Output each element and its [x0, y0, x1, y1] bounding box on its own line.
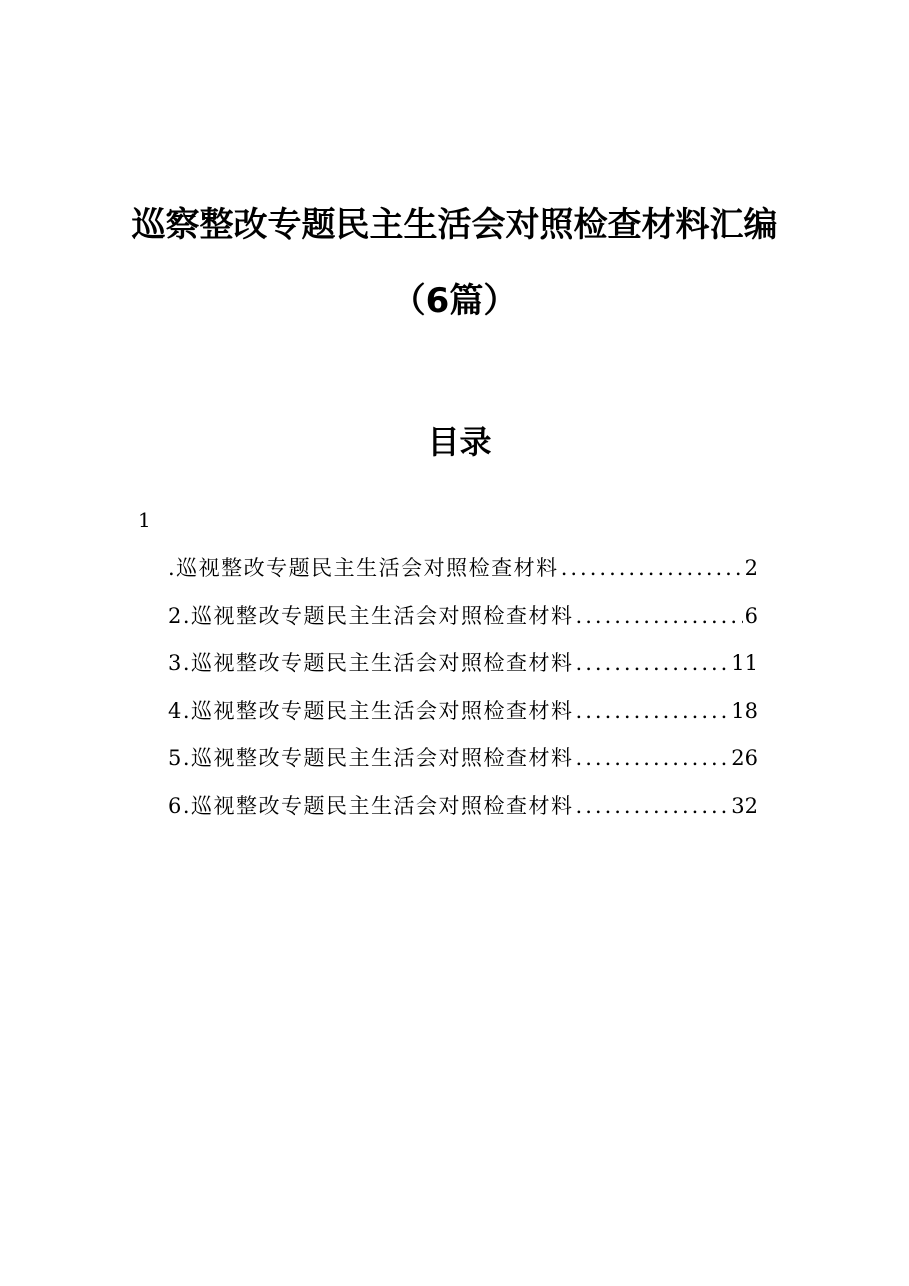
toc-entry-6[interactable] [168, 786, 758, 834]
toc-leader-dots [576, 691, 730, 731]
toc-page-number: 11 [731, 651, 758, 676]
toc-page-number: 18 [731, 698, 758, 723]
toc-stray-number: 1 [138, 508, 151, 532]
toc-entry-title: .巡视整改专题民主生活会对照检查材料 [168, 556, 559, 580]
document-title: 巡察整改专题民主生活会对照检查材料汇编 [131, 205, 778, 245]
toc-entry-title: 6.巡视整改专题民主生活会对照检查材料 [168, 793, 574, 818]
toc-entry-3[interactable] [168, 643, 758, 691]
toc-entry-title: 2.巡视整改专题民主生活会对照检查材料 [168, 603, 574, 628]
toc-entry-4[interactable] [168, 691, 758, 739]
document-subtitle: （6篇） [391, 281, 518, 321]
toc-page-number: 2 [744, 556, 758, 580]
toc-page-number: 26 [731, 746, 758, 771]
toc-entry-title: 5.巡视整改专题民主生活会对照检查材料 [168, 746, 574, 771]
toc-entry-title: 4.巡视整改专题民主生活会对照检查材料 [168, 698, 574, 723]
toc-entry-5[interactable] [168, 738, 758, 786]
toc-leader-dots [576, 786, 730, 826]
toc-entry-2[interactable] [168, 596, 758, 644]
toc-page-number: 6 [744, 603, 758, 628]
table-of-contents [168, 548, 758, 834]
toc-leader-dots [576, 643, 730, 683]
toc-entry-1[interactable] [168, 548, 758, 596]
toc-leader-dots [576, 596, 743, 636]
toc-leader-dots [576, 738, 730, 778]
toc-page-number: 32 [731, 793, 758, 818]
toc-heading: 目录 [427, 423, 492, 461]
toc-leader-dots [561, 548, 743, 588]
toc-entry-title: 3.巡视整改专题民主生活会对照检查材料 [168, 651, 574, 676]
